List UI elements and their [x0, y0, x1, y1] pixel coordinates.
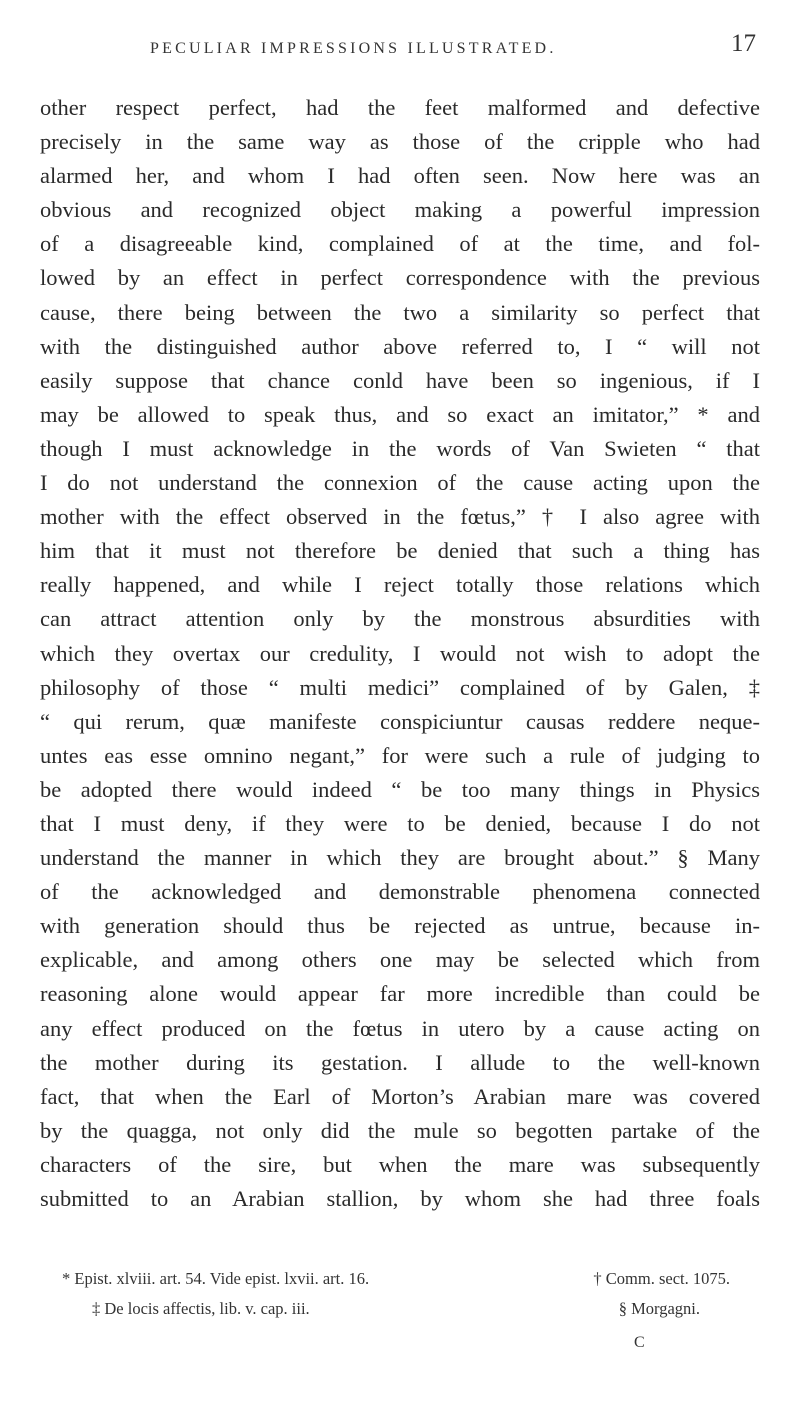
running-head: PECULIAR IMPRESSIONS ILLUSTRATED. — [150, 40, 557, 57]
text-line: though I must acknowledge in the words of Van Swieten “ that — [40, 435, 760, 461]
text-line: “ qui rerum, quæ manifeste conspiciuntur causas reddere neque- — [40, 708, 760, 734]
text-line: him that it must not therefore be denied that such a thing has — [40, 538, 760, 564]
text-line: easily suppose that chance conld have been so ingenious, if I — [40, 367, 760, 393]
page-header — [40, 30, 760, 70]
text-line: reasoning alone would appear far more incredible than could be — [40, 981, 760, 1007]
text-line: untes eas esse omnino negant,” for were such a rule of judging to — [40, 742, 760, 768]
text-line: the mother during its gestation. I allude to the well-known — [40, 1049, 760, 1075]
footnote-de-locis: ‡ De locis affectis, lib. v. cap. iii. — [92, 1299, 310, 1318]
footnote-row — [40, 1264, 760, 1294]
signature-mark: C — [634, 1334, 645, 1351]
text-line: any effect produced on the fœtus in utero by a cause acting on — [40, 1015, 760, 1041]
footnote-epist: * Epist. xlviii. art. 54. Vide epist. lxvii. art. 16. — [62, 1269, 370, 1288]
text-line: characters of the sire, but when the mare was subsequently — [40, 1151, 760, 1177]
text-line: be adopted there would indeed “ be too many things in Physics — [40, 776, 760, 802]
text-line: I do not understand the connexion of the cause acting upon the — [40, 470, 760, 496]
text-line: lowed by an effect in perfect correspondence with the previous — [40, 265, 760, 291]
body-text — [40, 91, 760, 1216]
text-line: cause, there being between the two a similarity so perfect that — [40, 299, 760, 325]
text-line: philosophy of those “ multi medici” complained of by Galen, ‡ — [40, 674, 760, 700]
text-line: understand the manner in which they are brought about.” § Many — [40, 845, 760, 871]
text-line: by the quagga, not only did the mule so begotten partake of the — [40, 1117, 760, 1143]
text-line: fact, that when the Earl of Morton’s Arabian mare was covered — [40, 1083, 760, 1109]
text-line: other respect perfect, had the feet malformed and defective — [40, 95, 760, 120]
text-line: obvious and recognized object making a powerful impression — [40, 197, 760, 223]
text-line: precisely in the same way as those of the cripple who had — [40, 129, 760, 155]
footnote-row — [40, 1294, 760, 1324]
text-line: with generation should thus be rejected as untrue, because in- — [40, 913, 760, 939]
text-line: submitted to an Arabian stallion, by whom she had three foals — [40, 1186, 760, 1211]
text-line: that I must deny, if they were to be denied, because I do not — [40, 810, 760, 836]
page-number: 17 — [731, 30, 756, 57]
text-line: with the distinguished author above referred to, I “ will not — [40, 333, 760, 359]
footnote-comm: † Comm. sect. 1075. — [593, 1269, 730, 1288]
text-line: may be allowed to speak thus, and so exact an imitator,” * and — [40, 401, 760, 427]
text-line: can attract attention only by the monstrous absurdities with — [40, 606, 760, 632]
text-line: mother with the effect observed in the fœtus,” † I also agree with — [40, 504, 760, 530]
footnotes — [40, 1264, 760, 1324]
text-line: really happened, and while I reject totally those relations which — [40, 572, 760, 598]
text-line: of a disagreeable kind, complained of at the time, and fol- — [40, 231, 760, 257]
text-line: which they overtax our credulity, I would not wish to adopt the — [40, 640, 760, 666]
footnote-morgagni: § Morgagni. — [618, 1299, 700, 1318]
text-line: explicable, and among others one may be selected which from — [40, 947, 760, 973]
text-line: of the acknowledged and demonstrable phenomena connected — [40, 879, 760, 905]
text-line: alarmed her, and whom I had often seen. Now here was an — [40, 163, 760, 189]
